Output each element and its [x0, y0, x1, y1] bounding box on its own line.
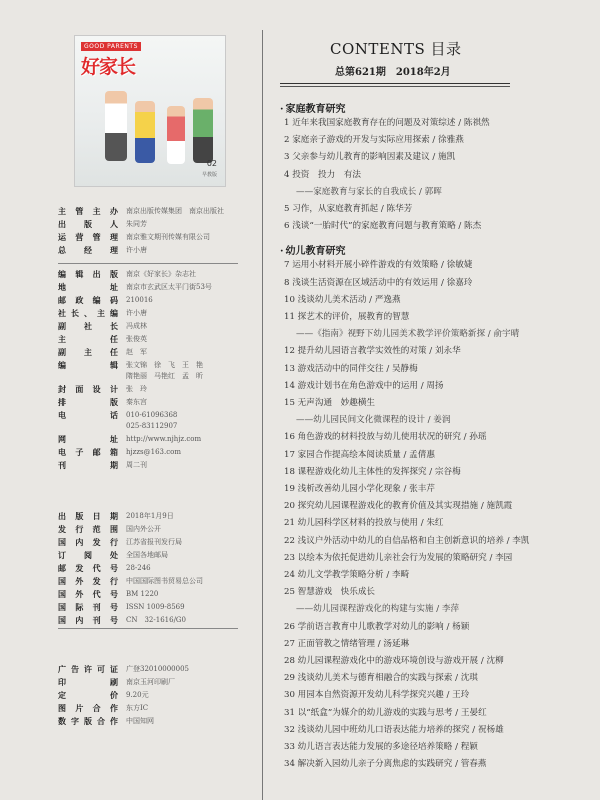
divider-rule	[58, 263, 238, 264]
info-value: hjzzs@163.com	[126, 448, 182, 456]
info-row	[50, 409, 260, 433]
info-value: 张俊英	[126, 335, 147, 343]
toc-entry[interactable]: 33 幼儿语言表达能力发展的多途径培养策略 / 程颖	[284, 742, 478, 752]
info-row	[50, 396, 260, 409]
info-value: 210016	[126, 296, 153, 304]
info-row	[50, 294, 260, 307]
toc-entry[interactable]: 2 家庭亲子游戏的开发与实际应用探索 / 徐雅燕	[284, 135, 464, 146]
info-label: 国内发行	[58, 537, 118, 547]
contents-column	[280, 0, 590, 800]
info-label: 总 经 理	[58, 245, 118, 255]
info-label: 电 话	[58, 410, 118, 420]
info-value: 中国国际图书贸易总公司	[126, 577, 203, 585]
info-row	[50, 663, 260, 676]
info-row	[50, 588, 260, 601]
toc-entry[interactable]: 5 习作，从家庭教育抓起 / 陈华芳	[284, 204, 413, 214]
section-heading	[280, 242, 345, 257]
info-value: BM 1220	[126, 590, 159, 598]
info-row	[50, 702, 260, 715]
info-row	[50, 383, 260, 396]
toc-entry[interactable]: 18 课程游戏化幼儿主体性的发挥探究 / 宗谷梅	[284, 466, 461, 477]
info-label: 社长、主编	[58, 308, 118, 318]
editorial-info	[50, 268, 260, 472]
info-label: 定 价	[58, 690, 118, 700]
bullet-icon: ·	[280, 104, 284, 115]
toc-entry[interactable]: 21 幼儿园科学区材料的投放与使用 / 朱红	[284, 518, 444, 529]
info-value: 中国知网	[126, 717, 154, 725]
toc-entry[interactable]: 32 浅谈幼儿园中班幼儿口语表达能力培养的探究 / 祝杨雄	[284, 724, 504, 735]
toc-entry[interactable]: 13 游戏活动中的同伴交往 / 吴静梅	[284, 363, 418, 374]
cover-brand-top: GOOD PARENTS	[81, 42, 141, 51]
info-label: 主 任	[58, 334, 118, 344]
info-row	[50, 268, 260, 281]
cover-issue: 02	[206, 159, 217, 168]
info-row	[50, 433, 260, 446]
toc-entry[interactable]: 12 提升幼儿园语言教学实效性的对策 / 刘永华	[284, 346, 461, 357]
info-value: 南京《好家长》杂志社	[126, 270, 196, 278]
info-row	[50, 549, 260, 562]
cover-subtitle: 早教版	[201, 172, 217, 178]
info-value: ISSN 1009-8569	[126, 603, 185, 611]
divider-rule	[58, 628, 238, 629]
info-label: 网 址	[58, 434, 118, 444]
info-value: 东方IC	[126, 704, 149, 712]
toc-subtitle[interactable]: ——幼儿园民间文化微课程的设计 / 姜润	[296, 415, 451, 426]
info-label: 运营管理	[58, 232, 118, 242]
info-label: 国外代号	[58, 589, 118, 599]
bullet-icon: ·	[280, 246, 284, 258]
header-rule	[280, 86, 510, 87]
info-label: 刊 期	[58, 460, 118, 470]
toc-entry[interactable]: 29 浅谈幼儿美术与德育相融合的实践与探索 / 沈琪	[284, 673, 478, 684]
info-label: 副 社 长	[58, 321, 118, 331]
issue-line: 总第621期 2018年2月	[335, 67, 451, 78]
toc-entry[interactable]: 24 幼儿文学教学策略分析 / 李畸	[284, 570, 410, 580]
info-label: 编辑出版	[58, 269, 118, 279]
toc-entry[interactable]: 11 探艺术的评价，展教育的智慧	[284, 312, 410, 322]
info-value: 南京玉河印刷厂	[126, 678, 175, 686]
info-row	[50, 510, 260, 523]
info-row	[50, 523, 260, 536]
toc-entry[interactable]: 16 角色游戏的材料投放与幼儿使用状况的研究 / 孙瑶	[284, 432, 487, 443]
toc-entry[interactable]: 30 用园本自然资源开发幼儿科学探究兴趣 / 王玲	[284, 690, 470, 701]
toc-entry[interactable]: 15 无声沟通 妙趣横生	[284, 398, 376, 408]
cover-figure	[135, 101, 155, 163]
info-row	[50, 281, 260, 294]
info-row	[50, 231, 260, 244]
info-value: 南京雅文期刊传媒有限公司	[126, 233, 210, 241]
toc-entry[interactable]: 7 运用小材料开展小碎件游戏的有效策略 / 徐敏婕	[284, 260, 473, 271]
info-label: 排 版	[58, 397, 118, 407]
section-heading-text: 幼儿教育研究	[285, 246, 346, 258]
toc-entry[interactable]: 8 浅谈生活资源在区域活动中的有效运用 / 徐嘉玲	[284, 277, 473, 288]
info-label: 邮发代号	[58, 563, 118, 573]
info-row	[50, 205, 260, 218]
info-label: 电子邮箱	[58, 447, 118, 457]
toc-entry[interactable]: 28 幼儿园课程游戏化中的游戏环境创设与游戏开展 / 沈柳	[284, 656, 504, 666]
info-label: 国际刊号	[58, 602, 118, 612]
info-row	[50, 307, 260, 320]
info-row	[50, 346, 260, 359]
toc-entry[interactable]: 4 投资 投力 有法	[284, 169, 361, 180]
print-info	[50, 663, 260, 728]
info-label: 副 主 任	[58, 347, 118, 357]
info-label: 出 版 人	[58, 219, 118, 229]
toc-entry[interactable]: 20 探究幼儿园课程游戏化的教育价值及其实现措施 / 施凯霞	[284, 501, 513, 512]
info-label: 发行范围	[58, 524, 118, 534]
info-value: 江苏省报刊发行局	[126, 538, 182, 546]
info-value: 广登32010000005	[126, 665, 189, 673]
toc-subtitle[interactable]: ——《指南》视野下幼儿园美术教学评价策略新探 / 俞宇晴	[296, 329, 520, 340]
info-label: 订 阅 处	[58, 550, 118, 560]
info-value: 隋艳丽 马艳红 孟 昕	[126, 372, 203, 380]
toc-entry[interactable]: 27 正面管教之情绪管理 / 汤延琳	[284, 638, 410, 649]
cover-thumbnail	[74, 35, 226, 187]
info-row	[50, 676, 260, 689]
info-value: http://www.njhjz.com	[126, 435, 202, 443]
toc-entry[interactable]: 23 以绘本为依托促进幼儿亲社会行为发展的策略研究 / 李园	[284, 552, 513, 563]
info-label: 国外发行	[58, 576, 118, 586]
info-row	[50, 459, 260, 472]
contents-title: CONTENTS 目录	[330, 40, 462, 58]
info-label: 邮政编码	[58, 295, 118, 305]
info-label: 地 址	[58, 282, 118, 292]
publisher-info	[50, 205, 260, 257]
cover-figure	[105, 91, 127, 161]
toc-entry[interactable]: 31 以“纸盒”为媒介的幼儿游戏的实践与思考 / 王晏红	[284, 707, 487, 718]
toc-entry[interactable]: 34 解决新入园幼儿亲子分离焦虑的实践研究 / 管春燕	[284, 759, 487, 770]
info-row	[50, 333, 260, 346]
info-value: 冯成林	[126, 322, 147, 330]
column-divider	[262, 30, 263, 800]
toc-subtitle[interactable]: ——家庭教育与家长的自我成长 / 郭晖	[296, 186, 442, 197]
info-value: 许小唐	[126, 309, 147, 317]
info-value: 全国各地邮局	[126, 551, 168, 559]
info-value: 赵 军	[126, 348, 147, 356]
distribution-info	[50, 510, 260, 627]
info-value: 28-246	[126, 564, 151, 572]
info-value: 张 玲	[126, 385, 147, 393]
toc-entry[interactable]: 22 浅议户外活动中幼儿的自信品格和自主创新意识的培养 / 李凯	[284, 535, 530, 546]
info-label: 印 刷	[58, 677, 118, 687]
info-label: 编 辑	[58, 360, 118, 370]
info-label: 数字版合作	[58, 716, 118, 726]
info-value: 周二刊	[126, 461, 147, 469]
toc-entry[interactable]: 6 浅谈“一胎时代”的家庭教育问题与教育策略 / 陈杰	[284, 221, 482, 232]
toc-entry[interactable]: 1 近年来我国家庭教育存在的问题及对策综述 / 陈祺然	[284, 118, 490, 128]
info-value: 国内外公开	[126, 525, 161, 533]
info-row	[50, 244, 260, 257]
toc-entry[interactable]: 19 浅析改善幼儿园小学化现象 / 张丰芹	[284, 484, 435, 494]
info-row	[50, 601, 260, 614]
info-row	[50, 218, 260, 231]
toc-entry[interactable]: 26 学前语言教育中儿歌教学对幼儿的影响 / 杨颖	[284, 621, 470, 632]
cover-logo: 好家长	[81, 56, 136, 78]
info-row	[50, 614, 260, 627]
info-row	[50, 562, 260, 575]
masthead-column	[50, 0, 270, 800]
info-value: 010-61096368	[126, 411, 178, 419]
toc-entry[interactable]: 10 浅谈幼儿美术活动 / 严逸燕	[284, 294, 401, 305]
info-label: 封面设计	[58, 384, 118, 394]
toc-entry[interactable]: 17 家园合作提高绘本阅读质量 / 孟倩惠	[284, 449, 435, 460]
info-value: 2018年1月9日	[126, 512, 174, 520]
info-row	[50, 320, 260, 333]
info-value: CN 32-1616/G0	[126, 616, 186, 624]
info-label: 国内刊号	[58, 615, 118, 625]
info-label: 图片合作	[58, 703, 118, 713]
info-value: 朱同芳	[126, 220, 147, 228]
info-row	[50, 359, 260, 383]
toc-entry[interactable]: 14 游戏计划书在角色游戏中的运用 / 周扬	[284, 380, 444, 391]
section-heading-text: 家庭教育研究	[285, 104, 346, 115]
info-row	[50, 715, 260, 728]
info-value: 南京市玄武区太平门街53号	[126, 283, 212, 291]
toc-entry[interactable]: 3 父亲参与幼儿教育的影响因素及建议 / 施凯	[284, 152, 456, 163]
toc-entry[interactable]: 25 智慧游戏 快乐成长	[284, 587, 376, 598]
cover-figure	[193, 98, 213, 163]
info-value: 9.20元	[126, 691, 149, 699]
info-row	[50, 575, 260, 588]
cover-figure	[167, 106, 185, 164]
info-value: 秦东宫	[126, 398, 147, 406]
info-value: 025-83112907	[126, 422, 178, 430]
info-value: 许小唐	[126, 246, 147, 254]
info-row	[50, 446, 260, 459]
section-heading	[280, 100, 345, 115]
info-value: 张文锦 徐 飞 王 艳	[126, 361, 203, 369]
info-label: 主管主办	[58, 206, 118, 216]
info-row	[50, 689, 260, 702]
info-row	[50, 536, 260, 549]
toc-subtitle[interactable]: ——幼儿园课程游戏化的构建与实施 / 李萍	[296, 604, 460, 615]
info-value: 南京出版传媒集团 南京出版社	[126, 207, 224, 215]
info-label: 广告许可证	[58, 664, 118, 674]
info-label: 出版日期	[58, 511, 118, 521]
header-rule	[280, 83, 510, 84]
